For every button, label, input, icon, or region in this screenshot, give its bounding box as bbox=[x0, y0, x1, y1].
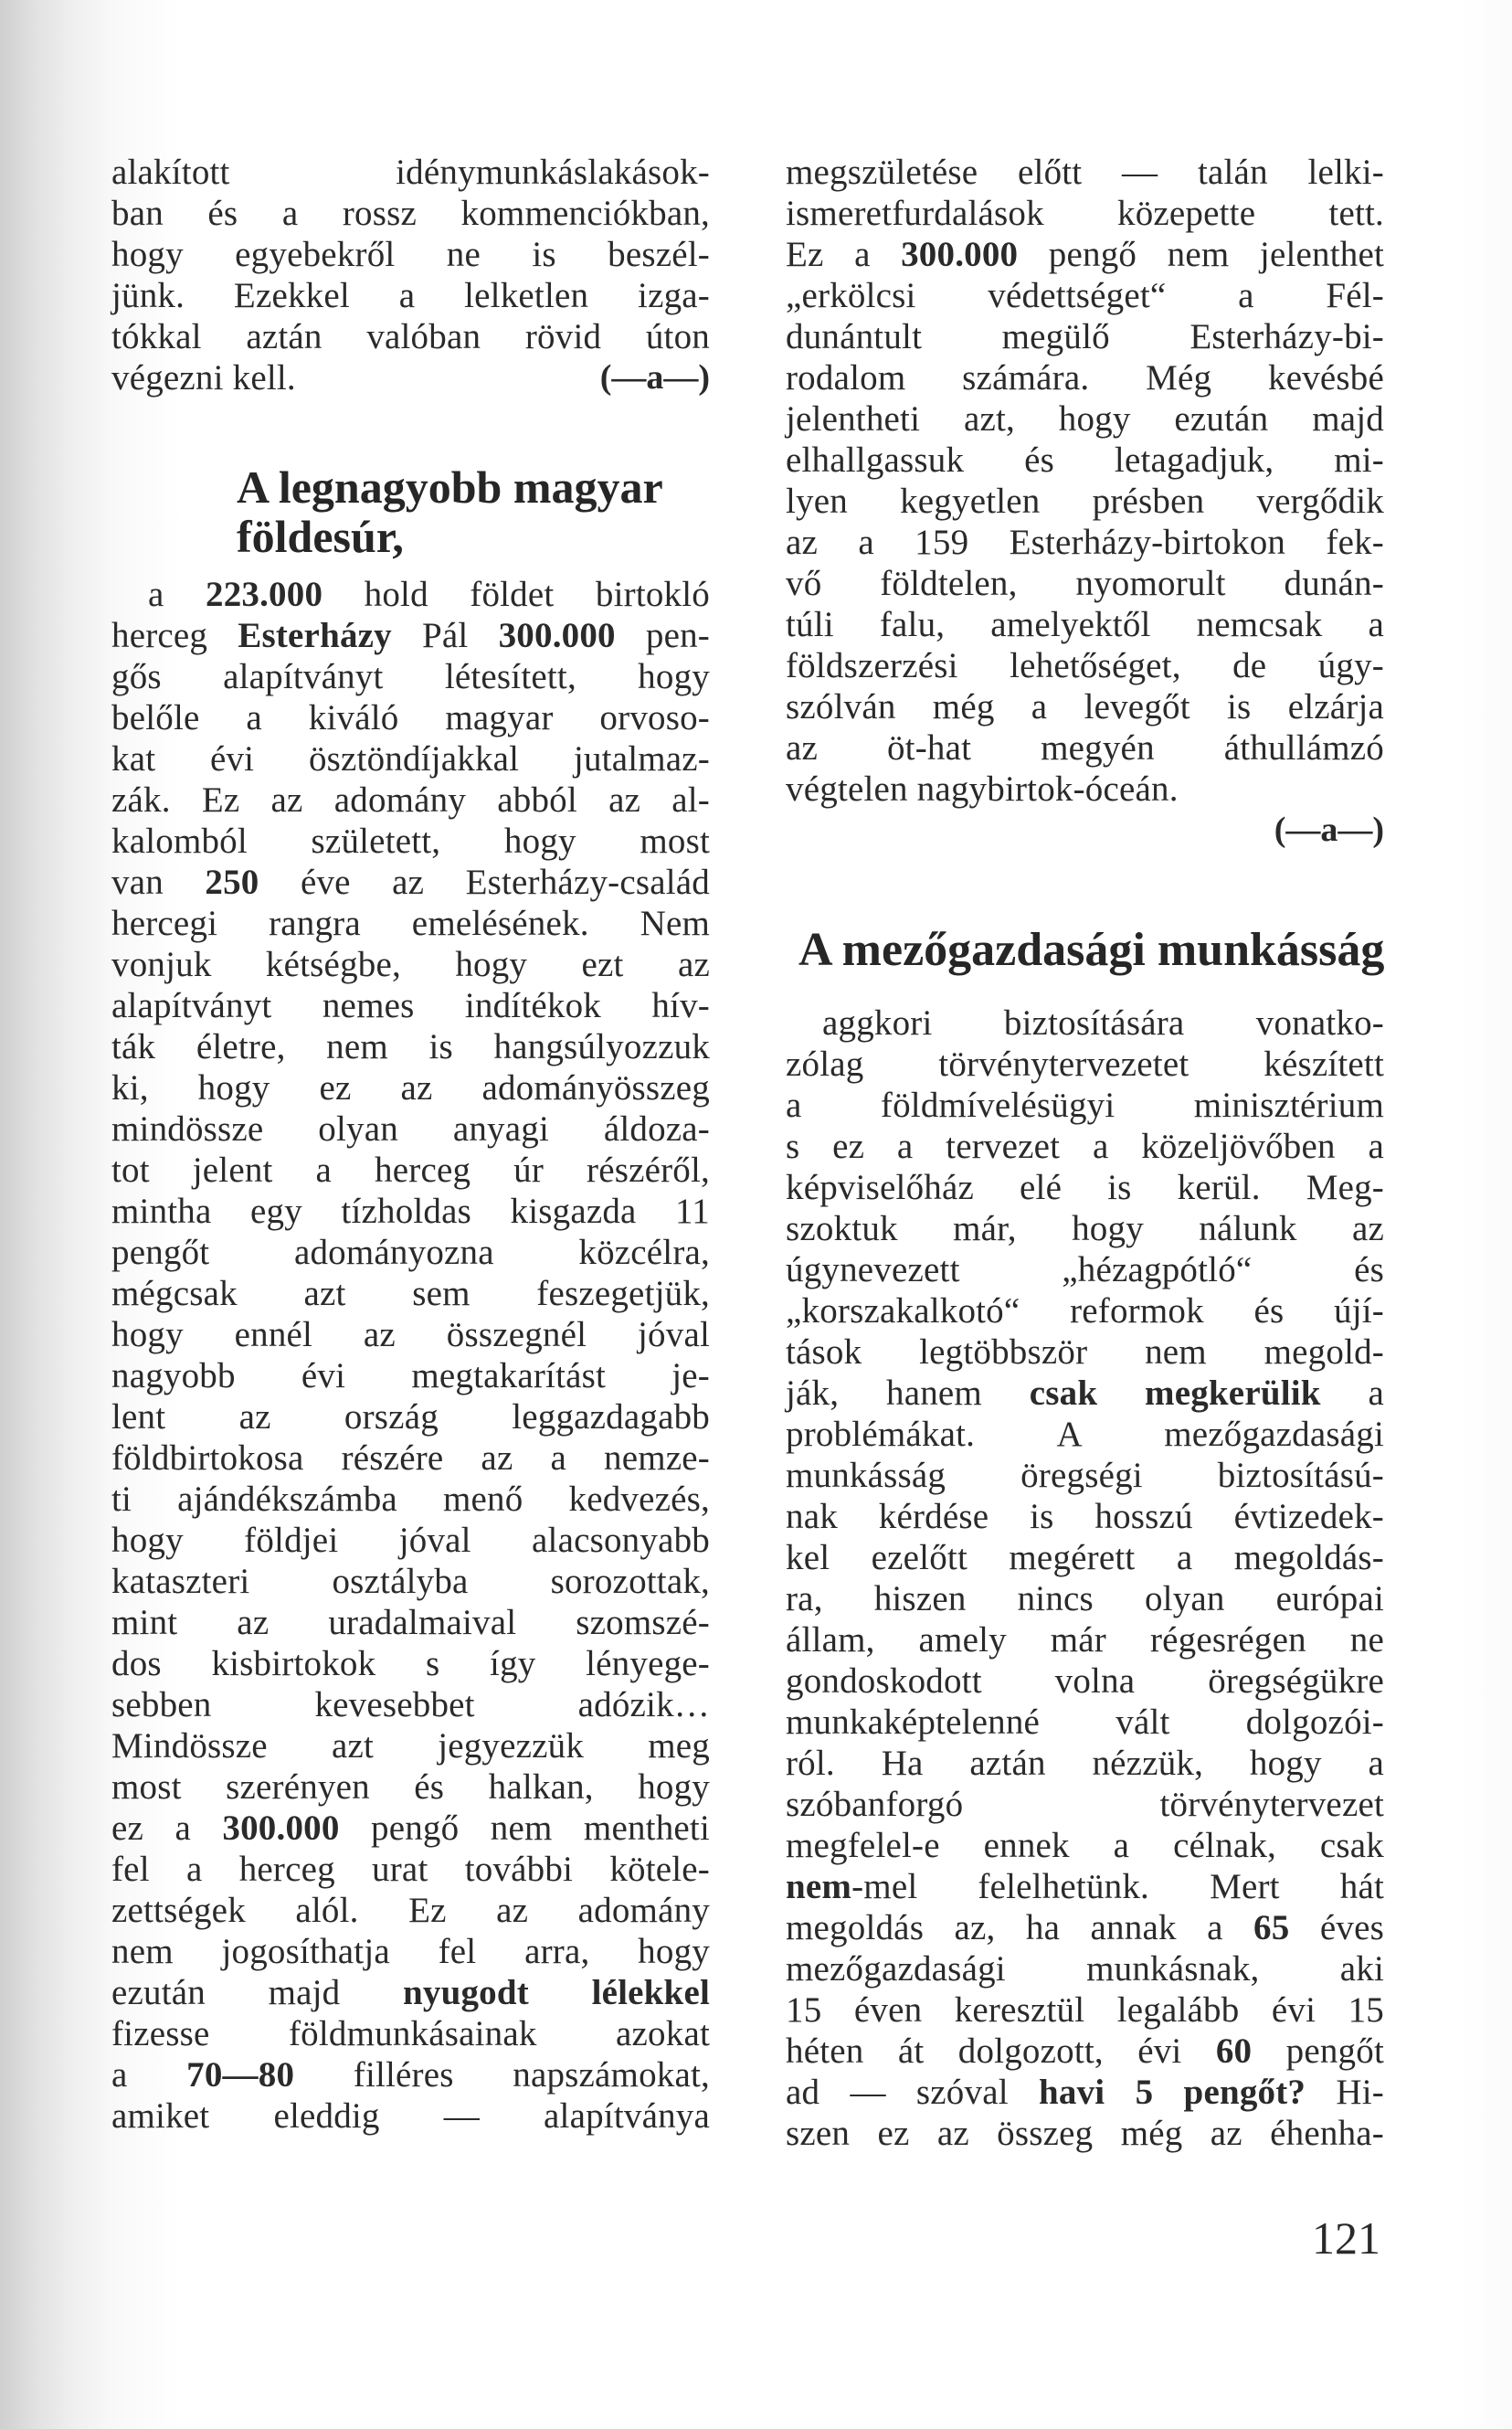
text-segment: pen- bbox=[615, 616, 710, 655]
text-segment: most szerényen és halkan, hogy bbox=[111, 1767, 710, 1807]
text-line bbox=[111, 1396, 710, 1437]
text-segment: szólván még a levegőt is elzárja bbox=[786, 687, 1384, 727]
text-segment: zák. Ez az adomány abból az al- bbox=[111, 780, 710, 820]
text-segment: mintha egy tízholdas kisgazda 11 bbox=[111, 1192, 710, 1231]
text-segment: ról. Ha aztán nézzük, hogy a bbox=[786, 1744, 1384, 1783]
text-line bbox=[111, 780, 710, 821]
text-line bbox=[111, 152, 710, 193]
text-segment: éve az Esterházy-család bbox=[259, 863, 710, 902]
text-line bbox=[786, 1578, 1384, 1619]
text-segment: hold földet birtokló bbox=[322, 575, 710, 614]
text-line bbox=[786, 1044, 1384, 1085]
text-segment: herceg bbox=[111, 616, 238, 655]
left-column bbox=[111, 152, 710, 2137]
left-intro-paragraph bbox=[111, 152, 710, 357]
bold-text: 300.000 bbox=[901, 235, 1019, 274]
text-segment: szen ez az összeg még az éhenha- bbox=[786, 2114, 1384, 2153]
bold-text: nem bbox=[786, 1867, 852, 1906]
bold-text: 65 bbox=[1253, 1908, 1290, 1947]
text-segment: megoldás az, ha annak a bbox=[786, 1908, 1254, 1947]
article-heading-largest-landowner bbox=[111, 462, 710, 561]
text-segment: nagyobb évi megtakarítást je- bbox=[111, 1356, 710, 1395]
page-number: 121 bbox=[1312, 2212, 1380, 2264]
text-segment: dos kisbirtokok s így lényege- bbox=[111, 1644, 710, 1683]
text-segment: „korszakalkotó“ reformok és újí- bbox=[786, 1291, 1384, 1331]
text-line bbox=[111, 234, 710, 275]
text-segment: lent az ország leggazdagabb bbox=[111, 1397, 710, 1437]
text-line bbox=[786, 1455, 1384, 1496]
text-segment: zettségek alól. Ez az adomány bbox=[111, 1891, 710, 1930]
text-segment: alakított idénymunkáslakások- bbox=[111, 153, 710, 192]
text-line bbox=[786, 1948, 1384, 1989]
text-segment: „erkölcsi védettséget“ a Fél- bbox=[786, 276, 1384, 315]
text-line bbox=[786, 1702, 1384, 1743]
text-line bbox=[111, 1725, 710, 1766]
text-line bbox=[111, 1026, 710, 1067]
text-segment: pengő nem jelenthet bbox=[1018, 235, 1384, 274]
text-segment: zólag törvénytervezetet készített bbox=[786, 1045, 1384, 1084]
text-line bbox=[786, 2031, 1384, 2072]
text-segment: aggkori biztosítására vonatko- bbox=[822, 1003, 1384, 1043]
bold-text: Esterházy bbox=[238, 616, 392, 655]
text-segment: ra, hiszen nincs olyan európai bbox=[786, 1579, 1384, 1618]
text-line bbox=[786, 1907, 1384, 1948]
text-segment: ismeretfurdalások közepette tett. bbox=[786, 194, 1384, 233]
text-segment: az öt-hat megyén áthullámzó bbox=[786, 728, 1384, 768]
bold-text: havi 5 pengőt? bbox=[1039, 2073, 1306, 2112]
text-segment: túli falu, amelyektől nemcsak a bbox=[786, 605, 1384, 644]
text-segment: ti ajándékszámba menő kedvezés, bbox=[111, 1480, 710, 1519]
text-line bbox=[111, 985, 710, 1026]
text-line bbox=[111, 738, 710, 780]
text-segment: földszerzési lehetőséget, de úgy- bbox=[786, 646, 1384, 685]
text-segment: jünk. Ezekkel a lelketlen izga- bbox=[111, 276, 710, 315]
text-line bbox=[786, 1619, 1384, 1660]
text-line bbox=[111, 821, 710, 862]
text-line bbox=[111, 1273, 710, 1314]
text-line bbox=[786, 604, 1384, 645]
bold-text: csak megkerülik bbox=[1029, 1374, 1321, 1413]
text-segment: a bbox=[111, 2055, 187, 2095]
text-line bbox=[111, 697, 710, 738]
text-segment: ták életre, nem is hangsúlyozzuk bbox=[111, 1027, 710, 1066]
text-segment: az a bbox=[786, 523, 915, 562]
text-line bbox=[111, 1479, 710, 1520]
text-line bbox=[111, 1314, 710, 1355]
right-intro-last-line: végtelen nagybirtok-óceán. bbox=[786, 769, 1179, 809]
text-segment: Ez a bbox=[786, 235, 902, 274]
text-segment: tot jelent a herceg úr részéről, bbox=[111, 1151, 710, 1190]
text-line bbox=[786, 1208, 1384, 1249]
text-line bbox=[786, 1866, 1384, 1907]
text-segment: 15 éven keresztül legalább évi 15 bbox=[786, 1990, 1384, 2030]
text-segment: van bbox=[111, 863, 206, 902]
text-segment: alapítványt nemes indítékok hív- bbox=[111, 986, 710, 1025]
text-line bbox=[786, 1249, 1384, 1290]
text-segment: nem jogosíthatja fel arra, hogy bbox=[111, 1932, 710, 1971]
text-segment: hogy földjei jóval alacsonyabb bbox=[111, 1521, 710, 1560]
text-segment: kalomból született, hogy most bbox=[111, 822, 710, 861]
text-line bbox=[111, 2013, 710, 2054]
text-segment: elhallgassuk és letagadjuk, mi- bbox=[786, 440, 1384, 480]
text-segment: pengőt bbox=[1252, 2031, 1384, 2071]
text-segment: képviselőház elé is kerül. Meg- bbox=[786, 1168, 1384, 1207]
bold-text: 70—80 bbox=[186, 2055, 295, 2095]
text-line bbox=[111, 1931, 710, 1972]
text-line bbox=[786, 2113, 1384, 2154]
text-segment: munkaképtelenné vált dolgozói- bbox=[786, 1702, 1384, 1742]
text-line bbox=[111, 944, 710, 985]
text-segment: filléres napszámokat, bbox=[294, 2055, 710, 2095]
text-segment: a bbox=[1320, 1374, 1384, 1413]
text-segment: ez a bbox=[111, 1808, 223, 1848]
text-line bbox=[786, 522, 1384, 563]
text-segment: dunántult megülő Esterházy-bi- bbox=[786, 317, 1384, 356]
text-segment: pengő nem mentheti bbox=[339, 1808, 710, 1848]
text-line bbox=[786, 440, 1384, 481]
text-segment: vő földtelen, nyomorult dunán- bbox=[786, 564, 1384, 603]
text-line bbox=[111, 1355, 710, 1396]
text-segment: belőle a kiváló magyar orvoso- bbox=[111, 698, 710, 737]
text-segment: kataszteri osztályba sorozottak, bbox=[111, 1562, 710, 1601]
text-line bbox=[786, 152, 1384, 193]
text-line bbox=[111, 1890, 710, 1931]
text-line bbox=[111, 1191, 710, 1232]
text-line bbox=[111, 1849, 710, 1890]
text-segment: megszületése előtt — talán lelki- bbox=[786, 153, 1384, 192]
text-line bbox=[786, 481, 1384, 522]
text-segment: tások legtöbbször nem megold- bbox=[786, 1332, 1384, 1372]
text-segment: éves bbox=[1289, 1908, 1384, 1947]
author-signature: (—a—) bbox=[599, 358, 710, 397]
text-line bbox=[111, 615, 710, 656]
text-line bbox=[786, 1414, 1384, 1455]
text-segment: a bbox=[148, 575, 206, 614]
text-line bbox=[111, 1150, 710, 1191]
text-segment: problémákat. A mezőgazdasági bbox=[786, 1415, 1384, 1454]
text-line bbox=[111, 1602, 710, 1643]
text-segment: kel ezelőtt megérett a megoldás- bbox=[786, 1538, 1384, 1577]
text-segment: s ez a tervezet a közeljövőben a bbox=[786, 1127, 1384, 1166]
text-segment: megfelel-e ennek a célnak, csak bbox=[786, 1826, 1384, 1865]
text-line bbox=[111, 1684, 710, 1725]
left-intro-last-line: végezni kell. bbox=[111, 358, 296, 398]
text-segment: kat évi ösztöndíjakkal jutalmaz- bbox=[111, 739, 710, 779]
text-segment: ják, hanem bbox=[786, 1374, 1030, 1413]
text-line bbox=[111, 2095, 710, 2137]
text-segment: mint az uradalmaival szomszé- bbox=[111, 1603, 710, 1642]
right-intro-paragraph bbox=[786, 152, 1384, 769]
text-line bbox=[111, 1561, 710, 1602]
text-segment: gondoskodott volna öregségükre bbox=[786, 1661, 1384, 1701]
text-segment: hogy egyebekről ne is beszél- bbox=[111, 235, 710, 274]
text-segment: lyen kegyetlen présben vergődik bbox=[786, 482, 1384, 521]
text-line bbox=[111, 1067, 710, 1108]
text-line bbox=[786, 1660, 1384, 1702]
text-line bbox=[111, 193, 710, 234]
heading-line-1: A legnagyobb magyar bbox=[237, 461, 663, 513]
text-line bbox=[111, 574, 710, 615]
text-line bbox=[111, 2054, 710, 2095]
text-line bbox=[111, 1520, 710, 1561]
text-line bbox=[786, 1825, 1384, 1866]
text-segment: Esterházy-birtokon fek- bbox=[968, 523, 1384, 562]
text-line bbox=[786, 193, 1384, 234]
text-segment: fel a herceg urat további kötele- bbox=[111, 1850, 710, 1889]
text-line bbox=[786, 316, 1384, 357]
text-segment: gős alapítványt létesített, hogy bbox=[111, 657, 710, 696]
text-line bbox=[786, 1085, 1384, 1126]
bold-text: nyugodt lélekkel bbox=[403, 1973, 710, 2012]
left-article-body bbox=[111, 574, 710, 2137]
bold-text: 300.000 bbox=[222, 1808, 340, 1848]
text-segment: munkásság öregségi biztosítású- bbox=[786, 1456, 1384, 1495]
text-segment: 159 bbox=[915, 523, 969, 562]
text-line bbox=[786, 1537, 1384, 1578]
text-segment: úgynevezett „hézagpótló“ és bbox=[786, 1250, 1384, 1289]
text-segment: jelentheti azt, hogy ezután majd bbox=[786, 399, 1384, 439]
text-line bbox=[111, 1808, 710, 1849]
text-segment: mezőgazdasági munkásnak, aki bbox=[786, 1949, 1384, 1989]
text-line bbox=[786, 1496, 1384, 1537]
text-line bbox=[111, 1766, 710, 1808]
text-segment: fizesse földmunkásainak azokat bbox=[111, 2014, 710, 2053]
text-line bbox=[786, 1743, 1384, 1784]
text-line bbox=[786, 1290, 1384, 1331]
bold-text: 300.000 bbox=[498, 616, 616, 655]
text-segment: Hi- bbox=[1306, 2073, 1384, 2112]
text-line bbox=[786, 357, 1384, 398]
text-line bbox=[111, 1437, 710, 1479]
heading-line-2: földesúr, bbox=[237, 511, 404, 562]
text-line bbox=[786, 1989, 1384, 2031]
text-line bbox=[786, 1002, 1384, 1044]
text-segment: a földmívelésügyi minisztérium bbox=[786, 1086, 1384, 1125]
text-line bbox=[786, 1373, 1384, 1414]
text-segment: tókkal aztán valóban rövid úton bbox=[111, 317, 710, 356]
text-segment: szoktuk már, hogy nálunk az bbox=[786, 1209, 1384, 1248]
text-line bbox=[786, 234, 1384, 275]
text-segment: ki, hogy ez az adományösszeg bbox=[111, 1068, 710, 1108]
text-segment: rodalom számára. Még kevésbé bbox=[786, 358, 1384, 398]
text-line bbox=[111, 275, 710, 316]
text-line bbox=[111, 316, 710, 357]
text-line bbox=[786, 645, 1384, 686]
text-segment: héten át dolgozott, évi bbox=[786, 2031, 1216, 2071]
text-segment: hogy ennél az összegnél jóval bbox=[111, 1315, 710, 1354]
text-segment: Pál bbox=[391, 616, 499, 655]
text-line bbox=[786, 398, 1384, 440]
text-segment: állam, amely már régesrégen ne bbox=[786, 1620, 1384, 1660]
text-segment: ezután majd bbox=[111, 1973, 403, 2012]
text-segment: hercegi rangra emelésének. Nem bbox=[111, 904, 710, 943]
text-segment: vonjuk kétségbe, hogy ezt az bbox=[111, 945, 710, 984]
text-line bbox=[111, 1232, 710, 1273]
text-line bbox=[786, 275, 1384, 316]
bold-text: 223.000 bbox=[206, 575, 323, 614]
text-segment: pengőt adományozna közcélra, bbox=[111, 1233, 710, 1272]
text-line bbox=[786, 686, 1384, 727]
text-line bbox=[111, 1972, 710, 2013]
text-line bbox=[786, 727, 1384, 769]
text-segment: ban és a rossz kommenciókban, bbox=[111, 194, 710, 233]
text-line bbox=[786, 1126, 1384, 1167]
bold-text: 60 bbox=[1215, 2031, 1253, 2071]
text-segment: szóbanforgó törvénytervezet bbox=[786, 1785, 1384, 1824]
text-segment: ad — szóval bbox=[786, 2073, 1040, 2112]
text-line bbox=[111, 1643, 710, 1684]
text-segment: -mel felelhetünk. Mert hát bbox=[851, 1867, 1384, 1906]
text-line bbox=[786, 1784, 1384, 1825]
article-heading-agricultural-workers: A mezőgazdasági munkásság bbox=[798, 924, 1385, 976]
text-segment: sebben kevesebbet adózik… bbox=[111, 1685, 710, 1724]
text-line bbox=[111, 1108, 710, 1150]
text-segment: mindössze olyan anyagi áldoza- bbox=[111, 1109, 710, 1149]
text-segment: földbirtokosa részére az a nemze- bbox=[111, 1438, 710, 1478]
text-line bbox=[111, 903, 710, 944]
text-segment: Mindössze azt jegyezzük meg bbox=[111, 1726, 710, 1766]
text-segment: mégcsak azt sem feszegetjük, bbox=[111, 1274, 710, 1313]
text-line bbox=[786, 1167, 1384, 1208]
bold-text: 250 bbox=[205, 863, 259, 902]
right-article-body bbox=[786, 1002, 1384, 2154]
text-segment: nak kérdése is hosszú évtizedek- bbox=[786, 1497, 1384, 1536]
right-column bbox=[786, 152, 1384, 2154]
text-line bbox=[786, 1331, 1384, 1373]
text-line bbox=[786, 2072, 1384, 2113]
author-signature: (—a—) bbox=[1274, 811, 1384, 849]
text-line bbox=[786, 563, 1384, 604]
text-segment: amiket eleddig — alapítványa bbox=[111, 2096, 710, 2136]
text-line bbox=[111, 862, 710, 903]
text-line bbox=[111, 656, 710, 697]
